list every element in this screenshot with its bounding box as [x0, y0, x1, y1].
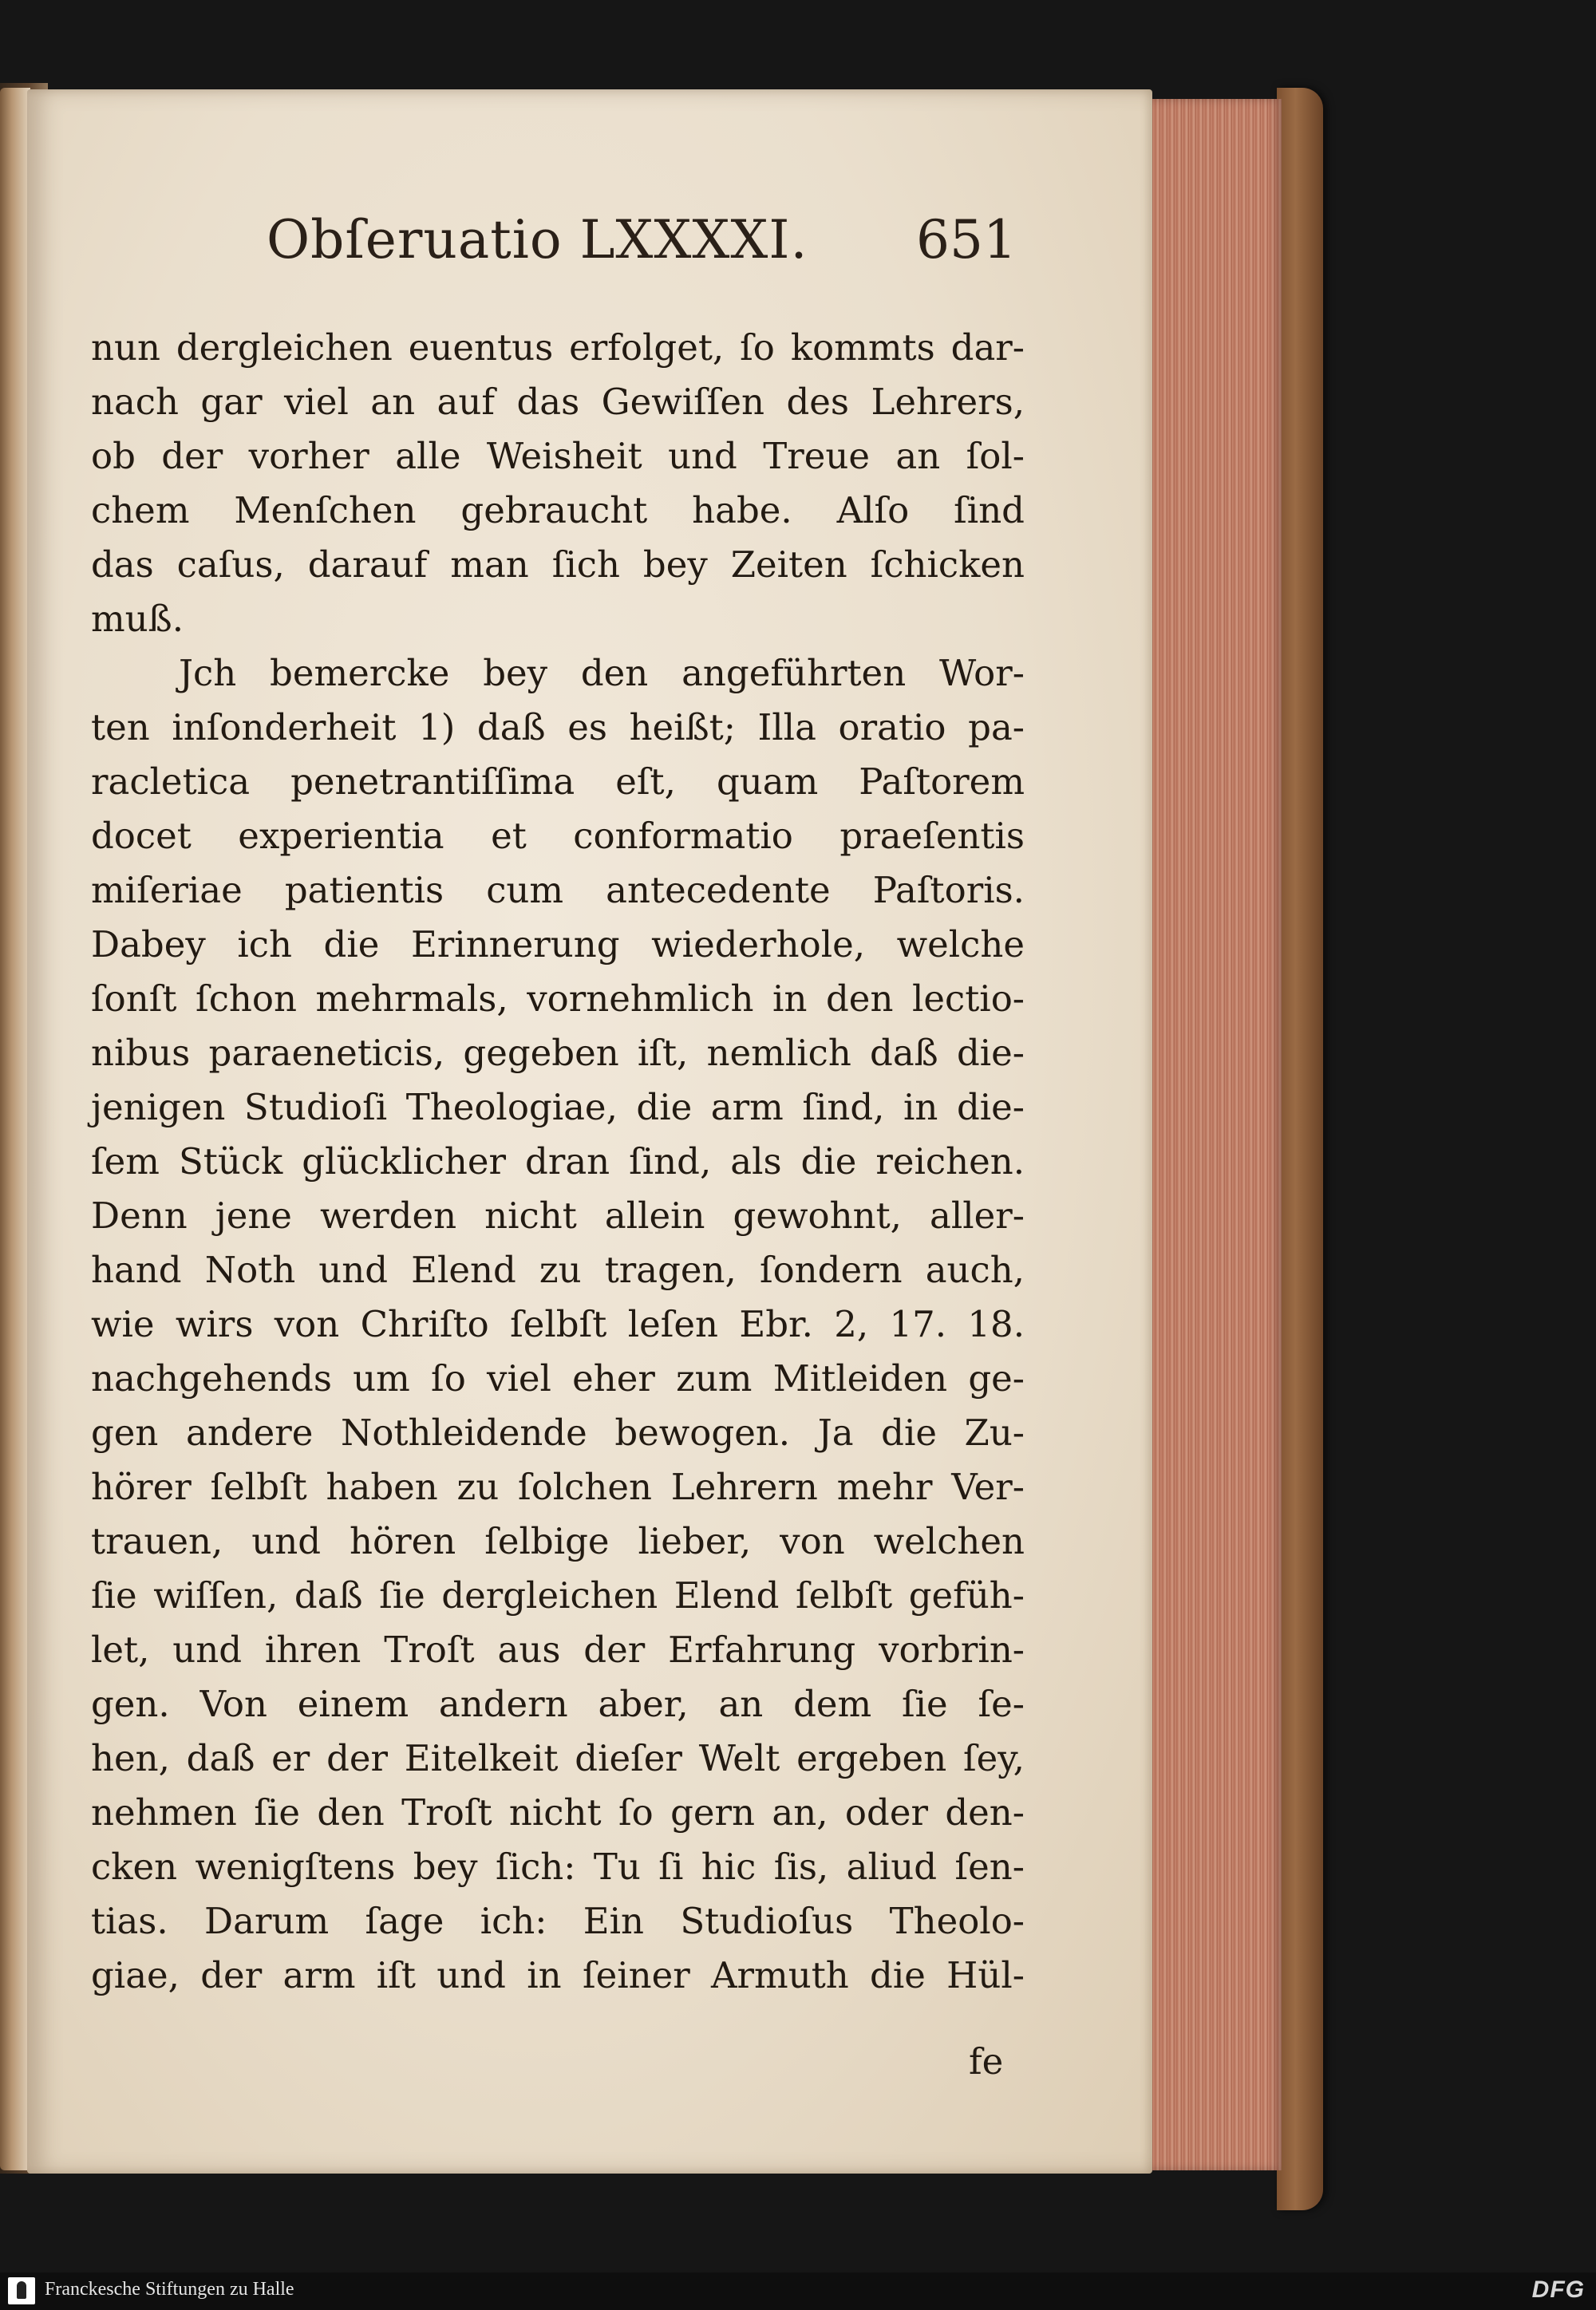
book-page: [27, 89, 1152, 2174]
text-line: ſonſt ſchon mehrmals, vornehmlich in den lectio-: [91, 977, 1025, 1020]
text-line: ten inſonderheit 1) daß es heißt; Illa oratio pa-: [91, 706, 1025, 748]
text-line: nachgehends um ſo viel eher zum Mitleiden ge-: [91, 1357, 1025, 1400]
text-line: nehmen ſie den Troſt nicht ſo gern an, oder den-: [91, 1791, 1025, 1834]
text-line: trauen, und hören ſelbige lieber, von welchen: [91, 1520, 1025, 1562]
page-number: 651: [916, 209, 1017, 270]
text-line: racletica penetrantiſſima eſt, quam Paſtorem: [91, 760, 1025, 803]
text-line: nach gar viel an auf das Gewiſſen des Lehrers,: [91, 381, 1025, 423]
previous-page-edge: [0, 88, 30, 2170]
running-head: [267, 209, 1017, 289]
text-line: Denn jene werden nicht allein gewohnt, aller-: [91, 1194, 1025, 1237]
catchword: fe: [969, 2040, 1004, 2083]
text-line: miſeriae patientis cum antecedente Paſtoris.: [91, 869, 1025, 911]
text-line: gen. Von einem andern aber, an dem ſie ſe-: [91, 1683, 1025, 1725]
text-line: nibus paraeneticis, gegeben iſt, nemlich daß die-: [91, 1032, 1025, 1074]
institution-logo-icon: [8, 2277, 35, 2304]
text-line: muß.: [91, 598, 184, 640]
text-line: ſie wiſſen, daß ſie dergleichen Elend ſelbſt gefüh-: [91, 1574, 1025, 1617]
text-line: nun dergleichen euentus erfolget, ſo kommts dar-: [91, 326, 1025, 369]
text-line: hörer ſelbſt haben zu ſolchen Lehrern mehr Ver-: [91, 1466, 1025, 1508]
text-line: chem Menſchen gebraucht habe. Alſo ſind: [91, 489, 1025, 531]
text-line: das caſus, darauf man ſich bey Zeiten ſchicken: [91, 543, 1025, 586]
text-line: let, und ihren Troſt aus der Erfahrung vorbrin-: [91, 1629, 1025, 1671]
text-line: docet experientia et conformatio praeſentis: [91, 815, 1025, 857]
running-head-title: Obſeruatio LXXXXI.: [267, 209, 808, 270]
body-text: [91, 321, 1025, 2003]
page-block-edge: [1143, 99, 1282, 2170]
text-line: Jch bemercke bey den angeführten Wor-: [179, 652, 1025, 694]
text-line: cken wenigſtens bey ſich: Tu ſi hic ſis, aliud ſen-: [91, 1846, 1025, 1888]
book-cover-right: [1277, 88, 1323, 2210]
text-line: hand Noth und Elend zu tragen, ſondern auch,: [91, 1249, 1025, 1291]
text-line: ſem Stück glücklicher dran ſind, als die reichen.: [91, 1140, 1025, 1183]
text-line: hen, daß er der Eitelkeit dieſer Welt ergeben ſey,: [91, 1737, 1025, 1779]
dfg-logo: DFG: [1531, 2276, 1585, 2303]
footer-bar: [0, 2272, 1596, 2310]
text-line: giae, der arm iſt und in ſeiner Armuth die Hül-: [91, 1954, 1025, 1996]
text-line: wie wirs von Chriſto ſelbſt leſen Ebr. 2, 17. 18.: [91, 1303, 1025, 1345]
institution-name: Franckesche Stiftungen zu Halle: [45, 2279, 294, 2300]
text-line: gen andere Nothleidende bewogen. Ja die Zu-: [91, 1412, 1025, 1454]
text-line: jenigen Studioſi Theologiae, die arm ſind, in die-: [91, 1086, 1025, 1128]
text-line: Dabey ich die Erinnerung wiederhole, welche: [91, 923, 1025, 965]
text-line: ob der vorher alle Weisheit und Treue an ſol-: [91, 435, 1025, 477]
text-line: tias. Darum ſage ich: Ein Studioſus Theolo-: [91, 1900, 1025, 1942]
